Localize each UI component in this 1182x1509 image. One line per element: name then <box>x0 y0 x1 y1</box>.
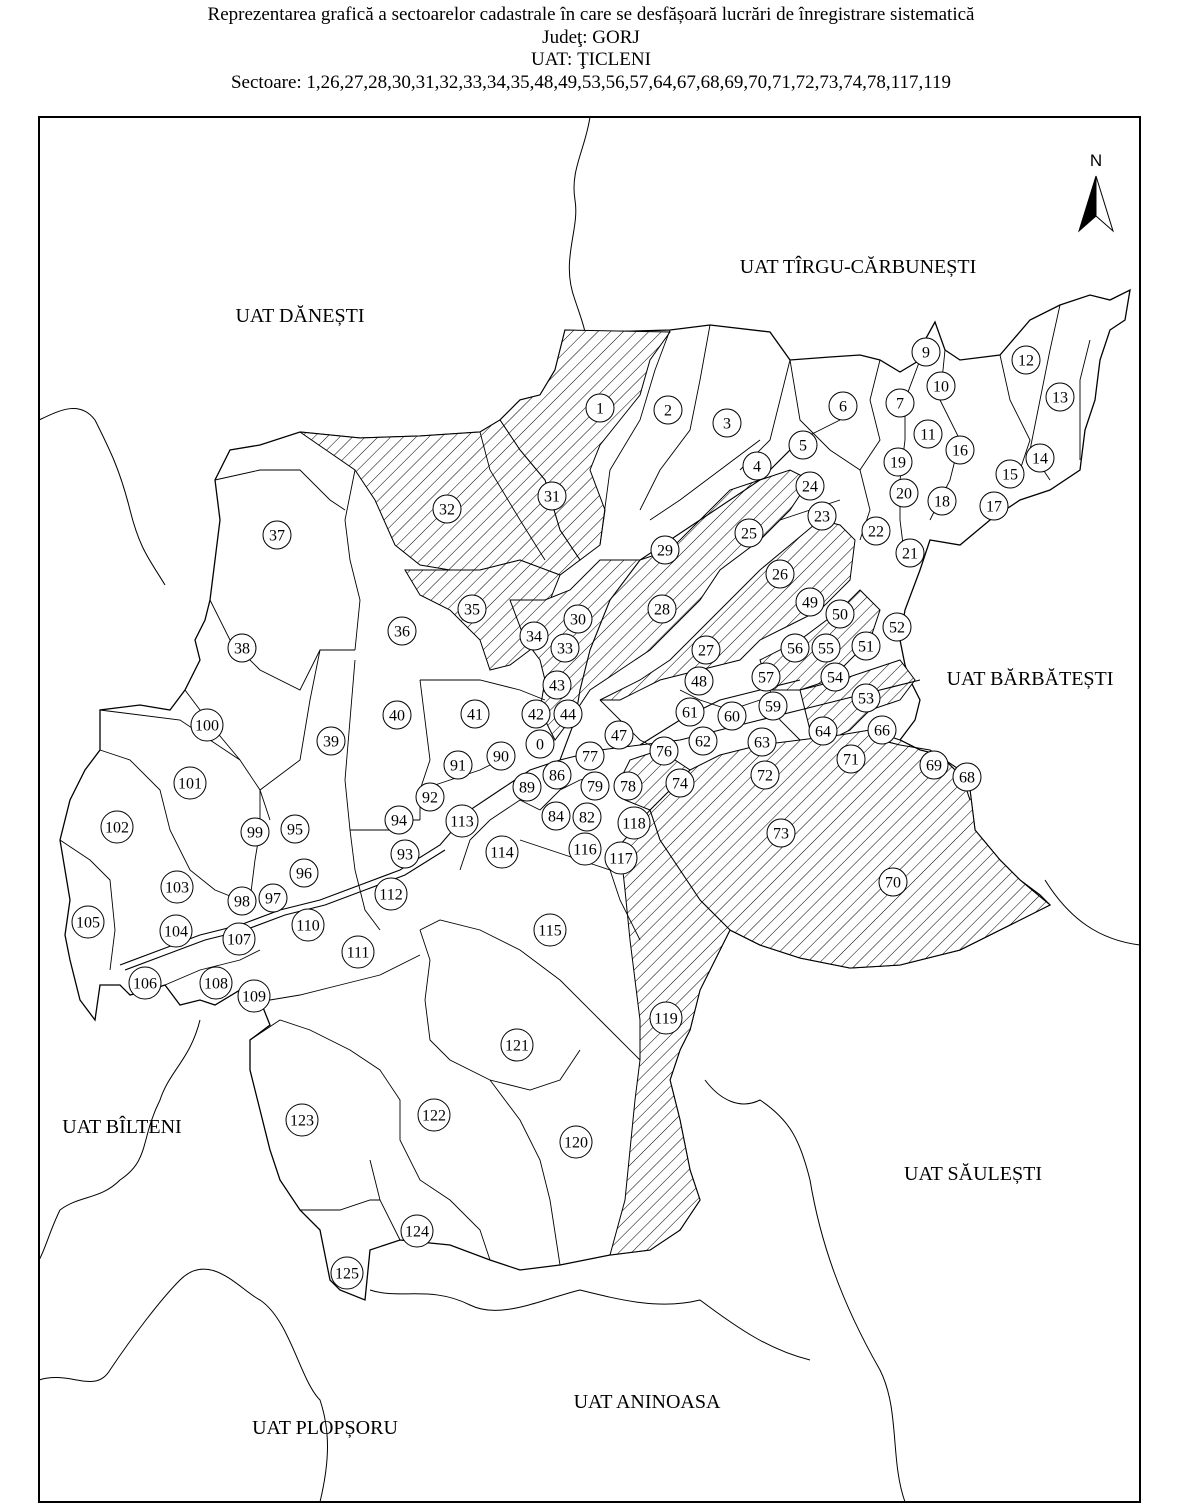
sector-label-53 <box>852 684 880 712</box>
sector-label-108 <box>200 967 232 999</box>
sector-number: 5 <box>799 437 807 455</box>
sector-label-66 <box>868 716 896 744</box>
sector-number: 59 <box>765 698 781 716</box>
sector-label-54 <box>821 663 849 691</box>
sector-label-38 <box>228 634 256 662</box>
sector-label-77 <box>576 742 604 770</box>
sector-label-27 <box>692 636 720 664</box>
sector-number: 112 <box>379 886 403 904</box>
sector-number: 16 <box>952 442 968 460</box>
sector-number: 20 <box>896 485 912 503</box>
sector-number: 73 <box>773 825 789 843</box>
sector-label-73 <box>767 819 795 847</box>
sector-label-97 <box>259 884 287 912</box>
sector-number: 32 <box>439 501 455 519</box>
sector-number: 2 <box>664 402 672 420</box>
sector-number: 54 <box>827 669 843 687</box>
sector-number: 76 <box>656 743 672 761</box>
map-title: Reprezentarea grafică a sectoarelor cadastrale în care se desfășoară lucrări de înregistrare sistematică <box>207 4 975 25</box>
sector-number: 27 <box>698 642 714 660</box>
sector-label-40 <box>383 701 411 729</box>
north-arrow-left-half <box>1079 176 1096 231</box>
sector-label-20 <box>890 479 918 507</box>
sector-label-118 <box>618 807 650 839</box>
sector-number: 33 <box>557 640 573 658</box>
sector-label-125 <box>331 1257 363 1289</box>
sector-label-61 <box>676 698 704 726</box>
sector-label-22 <box>862 517 890 545</box>
sector-label-91 <box>444 751 472 779</box>
sector-label-111 <box>342 936 374 968</box>
sector-label-121 <box>501 1029 533 1061</box>
sector-label-92 <box>416 783 444 811</box>
sector-label-32 <box>433 495 461 523</box>
sector-label-76 <box>650 737 678 765</box>
north-arrow-label: N <box>1089 151 1103 170</box>
sector-label-60 <box>718 702 746 730</box>
sector-label-56 <box>781 634 809 662</box>
sector-label-90 <box>487 742 515 770</box>
sector-number: 41 <box>467 706 483 724</box>
sector-number: 92 <box>422 789 438 807</box>
sector-number: 43 <box>549 677 565 695</box>
sector-label-84 <box>542 802 570 830</box>
sector-number: 60 <box>724 708 740 726</box>
sector-label-89 <box>513 773 541 801</box>
sector-number: 108 <box>204 975 228 993</box>
sector-number: 109 <box>242 988 266 1006</box>
sector-number: 39 <box>323 733 339 751</box>
sector-number: 99 <box>247 824 263 842</box>
sector-label-62 <box>689 727 717 755</box>
sector-label-102 <box>101 811 133 843</box>
sector-label-99 <box>241 818 269 846</box>
uat-aninoasa-label: UAT ANINOASA <box>573 1391 721 1413</box>
sector-number: 82 <box>579 809 595 827</box>
sector-number: 105 <box>76 914 100 932</box>
sector-number: 48 <box>691 673 707 691</box>
sector-number: 7 <box>896 395 904 413</box>
sector-number: 52 <box>889 619 905 637</box>
sector-number: 0 <box>536 736 544 754</box>
sector-label-94 <box>385 806 413 834</box>
sector-label-123 <box>286 1104 318 1136</box>
sector-number: 10 <box>933 378 949 396</box>
sector-number: 68 <box>959 769 975 787</box>
sector-number: 116 <box>573 841 597 859</box>
sector-label-115 <box>534 914 566 946</box>
sector-label-14 <box>1026 444 1054 472</box>
sector-number: 71 <box>843 751 859 769</box>
sector-label-13 <box>1046 383 1074 411</box>
sector-number: 11 <box>920 426 936 444</box>
sector-label-119 <box>650 1002 682 1034</box>
sector-number: 1 <box>596 400 604 418</box>
sector-label-17 <box>980 492 1008 520</box>
sector-label-109 <box>238 980 270 1012</box>
sector-number: 86 <box>549 767 565 785</box>
sector-label-110 <box>292 909 324 941</box>
sector-number: 106 <box>133 975 157 993</box>
sector-number: 49 <box>802 594 818 612</box>
sector-label-70 <box>879 868 907 896</box>
uat-saulesti-label: UAT SĂULEȘTI <box>904 1163 1042 1185</box>
sector-label-49 <box>796 588 824 616</box>
sector-number: 14 <box>1032 450 1048 468</box>
sector-number: 31 <box>544 488 560 506</box>
sector-number: 89 <box>519 779 535 797</box>
sector-number: 3 <box>723 415 731 433</box>
sector-label-16 <box>946 436 974 464</box>
sector-label-103 <box>161 871 193 903</box>
sector-number: 91 <box>450 757 466 775</box>
sector-label-117 <box>605 842 637 874</box>
sector-label-95 <box>281 815 309 843</box>
sector-label-50 <box>826 600 854 628</box>
sector-label-2 <box>654 396 682 424</box>
sector-number: 94 <box>391 812 407 830</box>
sector-label-24 <box>796 472 824 500</box>
sector-number: 61 <box>682 704 698 722</box>
sector-number: 98 <box>234 893 250 911</box>
sector-label-44 <box>554 700 582 728</box>
sector-label-98 <box>228 887 256 915</box>
sector-label-112 <box>375 878 407 910</box>
sector-number: 104 <box>164 923 188 941</box>
sector-label-23 <box>808 502 836 530</box>
sector-label-6 <box>829 392 857 420</box>
sector-label-18 <box>928 487 956 515</box>
sector-number: 12 <box>1018 352 1034 370</box>
sector-label-26 <box>766 560 794 588</box>
sector-label-19 <box>884 448 912 476</box>
sector-number: 25 <box>741 525 757 543</box>
sector-number: 37 <box>269 527 285 545</box>
sector-number: 57 <box>758 669 774 687</box>
sector-number: 55 <box>818 640 834 658</box>
sector-label-107 <box>223 923 255 955</box>
sector-number: 100 <box>195 717 219 735</box>
sector-label-47 <box>605 721 633 749</box>
sector-number: 51 <box>858 638 874 656</box>
sector-label-11 <box>914 420 942 448</box>
uat-label: UAT: ŢICLENI <box>531 49 651 70</box>
sector-label-105 <box>72 906 104 938</box>
sector-number: 117 <box>609 850 633 868</box>
sector-label-63 <box>748 728 776 756</box>
uat-plopsoru-label: UAT PLOPȘORU <box>252 1417 398 1439</box>
sector-label-34 <box>520 622 548 650</box>
sector-label-100 <box>191 709 223 741</box>
sector-label-71 <box>837 745 865 773</box>
sector-number: 53 <box>858 690 874 708</box>
sector-number: 124 <box>405 1223 429 1241</box>
sector-number: 97 <box>265 890 281 908</box>
sector-number: 122 <box>422 1107 446 1125</box>
sector-number: 4 <box>753 458 761 476</box>
sector-label-9 <box>912 338 940 366</box>
sector-number: 30 <box>570 611 586 629</box>
sector-label-41 <box>461 700 489 728</box>
sector-number: 74 <box>672 775 688 793</box>
sector-number: 114 <box>490 844 514 862</box>
sector-number: 72 <box>757 767 773 785</box>
sector-label-82 <box>573 803 601 831</box>
sector-label-52 <box>883 613 911 641</box>
sector-label-116 <box>569 833 601 865</box>
sector-number: 9 <box>922 344 930 362</box>
sector-label-104 <box>160 915 192 947</box>
sector-number: 47 <box>611 727 627 745</box>
sector-label-33 <box>551 634 579 662</box>
sector-number: 35 <box>464 601 480 619</box>
sector-number: 18 <box>934 493 950 511</box>
sector-label-68 <box>953 763 981 791</box>
sector-label-79 <box>581 772 609 800</box>
uat-bilteni-label: UAT BÎLTENI <box>62 1116 182 1138</box>
sector-number: 26 <box>772 566 788 584</box>
sector-number: 123 <box>290 1112 314 1130</box>
sector-label-101 <box>174 767 206 799</box>
sector-number: 95 <box>287 821 303 839</box>
sector-number: 103 <box>165 879 189 897</box>
sector-number: 62 <box>695 733 711 751</box>
sector-label-10 <box>927 372 955 400</box>
sector-label-106 <box>129 967 161 999</box>
sector-label-48 <box>685 667 713 695</box>
sector-label-29 <box>651 536 679 564</box>
sector-number: 121 <box>505 1037 529 1055</box>
sector-number: 36 <box>394 623 410 641</box>
sector-number: 22 <box>868 523 884 541</box>
sector-number: 118 <box>622 815 646 833</box>
sector-number: 28 <box>654 601 670 619</box>
sector-label-3 <box>713 409 741 437</box>
sector-label-7 <box>886 389 914 417</box>
sector-number: 63 <box>754 734 770 752</box>
sector-number: 84 <box>548 808 564 826</box>
sector-number: 50 <box>832 606 848 624</box>
sector-number: 77 <box>582 748 598 766</box>
sector-label-93 <box>391 840 419 868</box>
uat-danesti-label: UAT DĂNEȘTI <box>235 305 365 327</box>
sector-number: 19 <box>890 454 906 472</box>
sector-number: 21 <box>902 545 918 563</box>
sector-number: 110 <box>296 917 320 935</box>
sector-number: 79 <box>587 778 603 796</box>
sector-number: 115 <box>538 922 562 940</box>
sector-number: 40 <box>389 707 405 725</box>
sector-label-4 <box>743 452 771 480</box>
sector-label-0 <box>526 730 554 758</box>
sector-number: 64 <box>815 723 831 741</box>
sector-number: 69 <box>926 757 942 775</box>
sector-label-57 <box>752 663 780 691</box>
sector-number: 6 <box>839 398 847 416</box>
sector-label-72 <box>751 761 779 789</box>
sector-label-15 <box>996 460 1024 488</box>
sector-label-35 <box>458 595 486 623</box>
sector-number: 119 <box>654 1010 678 1028</box>
sector-label-25 <box>735 519 763 547</box>
sector-number: 78 <box>620 778 636 796</box>
sector-label-30 <box>564 605 592 633</box>
sector-number: 23 <box>814 508 830 526</box>
sector-label-64 <box>809 717 837 745</box>
sector-number: 111 <box>346 944 370 962</box>
sector-label-59 <box>759 692 787 720</box>
sector-label-42 <box>522 700 550 728</box>
sector-number: 107 <box>227 931 251 949</box>
sector-number: 24 <box>802 478 818 496</box>
sector-number: 66 <box>874 722 890 740</box>
sector-label-120 <box>560 1126 592 1158</box>
sector-label-51 <box>852 632 880 660</box>
sector-label-78 <box>614 772 642 800</box>
sector-label-86 <box>543 761 571 789</box>
sector-label-31 <box>538 482 566 510</box>
county-label: Judeţ: GORJ <box>542 26 640 48</box>
sector-label-28 <box>648 595 676 623</box>
sector-number: 90 <box>493 748 509 766</box>
sector-label-55 <box>812 634 840 662</box>
uat-barbatesti-label: UAT BĂRBĂTEȘTI <box>946 668 1114 690</box>
sector-number: 56 <box>787 640 803 658</box>
sector-label-74 <box>666 769 694 797</box>
sector-label-113 <box>446 805 478 837</box>
sector-number: 120 <box>564 1134 588 1152</box>
sector-number: 96 <box>296 865 312 883</box>
sector-number: 13 <box>1052 389 1068 407</box>
sector-label-114 <box>486 836 518 868</box>
sector-number: 125 <box>335 1265 359 1283</box>
sector-label-96 <box>290 859 318 887</box>
sector-number: 15 <box>1002 466 1018 484</box>
sector-number: 38 <box>234 640 250 658</box>
sector-label-43 <box>543 671 571 699</box>
sector-number: 17 <box>986 498 1002 516</box>
sector-label-124 <box>401 1215 433 1247</box>
sector-label-37 <box>263 521 291 549</box>
uat-targu-carbunesti-label: UAT TÎRGU-CĂRBUNEȘTI <box>739 256 977 278</box>
north-arrow <box>1079 151 1113 231</box>
sector-number: 101 <box>178 775 202 793</box>
sector-label-36 <box>388 617 416 645</box>
sector-label-1 <box>586 394 614 422</box>
sector-label-12 <box>1012 346 1040 374</box>
sector-number: 70 <box>885 874 901 892</box>
sector-number: 34 <box>526 628 542 646</box>
sector-number: 44 <box>560 706 576 724</box>
sector-number: 113 <box>450 813 474 831</box>
sector-label-69 <box>920 751 948 779</box>
sector-label-122 <box>418 1099 450 1131</box>
sector-label-5 <box>789 431 817 459</box>
sector-number: 93 <box>397 846 413 864</box>
sector-label-39 <box>317 727 345 755</box>
sector-label-21 <box>896 539 924 567</box>
north-arrow-right-half <box>1096 176 1113 231</box>
sector-number: 102 <box>105 819 129 837</box>
sector-number: 42 <box>528 706 544 724</box>
sectors-list: Sectoare: 1,26,27,28,30,31,32,33,34,35,48,49,53,56,57,64,67,68,69,70,71,72,73,74,78,117,119 <box>230 71 952 93</box>
sector-number: 29 <box>657 542 673 560</box>
